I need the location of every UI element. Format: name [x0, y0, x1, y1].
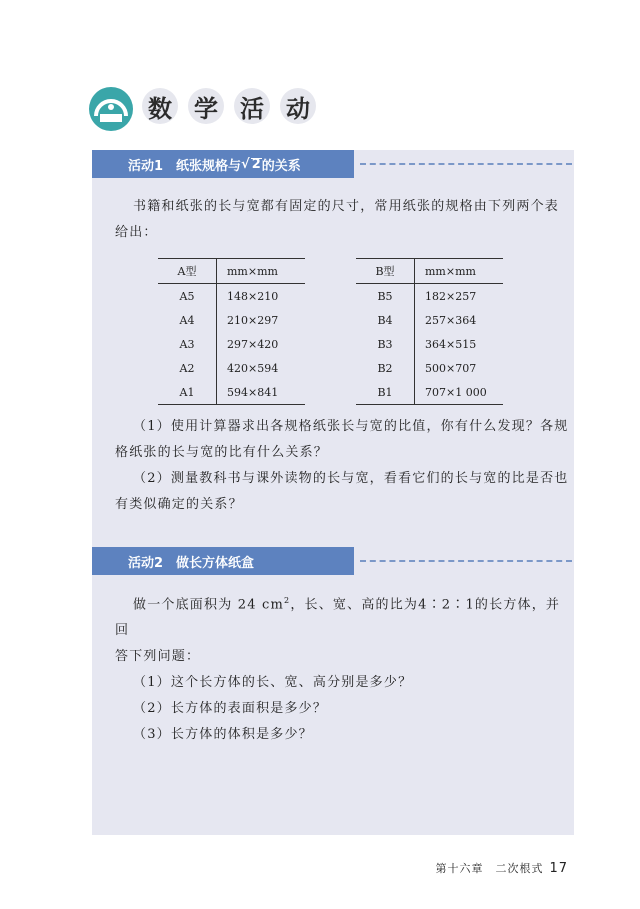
table-cell: 364×515: [425, 337, 477, 351]
table-header-cell: mm×mm: [415, 259, 504, 284]
table-cell: 500×707: [425, 361, 477, 375]
table-cell: 210×297: [227, 313, 279, 327]
text-line: （1）使用计算器求出各规格纸张长与宽的比值，你有什么发现？各规: [133, 419, 569, 434]
section-divider: [360, 560, 572, 562]
table-row: [356, 332, 503, 356]
table-cell: A2: [158, 356, 217, 380]
activity1-heading-bar: [92, 150, 354, 178]
table-header-cell: mm×mm: [217, 259, 306, 284]
table-b-sizes: [356, 258, 503, 405]
section-divider: [360, 163, 572, 165]
table-header-row: [356, 259, 503, 284]
table-cell: A3: [158, 332, 217, 356]
table-row: [356, 284, 503, 309]
table-header-cell: A型: [158, 259, 217, 284]
table-cell: B1: [356, 380, 415, 405]
activity1-heading-suffix: 的关系: [261, 158, 301, 174]
activity1-heading-prefix: 活动1 纸张规格与: [128, 158, 242, 174]
table-cell: 420×594: [227, 361, 279, 375]
text-line: 答下列问题：: [115, 649, 201, 665]
table-cell: 707×1 000: [415, 380, 504, 405]
superscript: 2: [284, 596, 291, 605]
table-header-row: [158, 259, 305, 284]
text-line: 有类似确定的关系？: [115, 497, 243, 512]
text-line: 书籍和纸张的长与宽都有固定的尺寸，常用纸张的规格由下列两个表: [133, 199, 560, 214]
sqrt-radical: √: [241, 156, 250, 172]
table-header-cell: B型: [356, 259, 415, 284]
table-cell: B2: [356, 356, 415, 380]
text-line: （3）长方体的体积是多少？: [133, 727, 313, 743]
table-row: [158, 356, 305, 380]
activity2-content: [115, 588, 571, 748]
activity1-intro: [115, 194, 565, 246]
table-cell: 182×257: [425, 289, 477, 303]
table-row: [356, 356, 503, 380]
text-line: （2）长方体的表面积是多少？: [133, 701, 328, 717]
intro-text: 做一个底面积为 24 cm: [133, 597, 285, 613]
activity2-heading: 活动2 做长方体纸盒: [128, 555, 255, 571]
activity1-questions: [115, 414, 571, 518]
table-cell: B3: [356, 332, 415, 356]
sqrt-radicand: 2: [251, 156, 261, 172]
table-cell: 594×841: [217, 380, 306, 405]
title-char: 学: [188, 88, 224, 124]
table-cell: B4: [356, 308, 415, 332]
page-number: 17: [549, 861, 568, 876]
math-activity-logo-icon: [88, 86, 134, 132]
title-char: 动: [280, 88, 316, 124]
table-row: [356, 308, 503, 332]
table-cell: 297×420: [227, 337, 279, 351]
page-title: [142, 88, 316, 124]
text-line: [115, 588, 571, 644]
table-cell: A1: [158, 380, 217, 405]
table-cell: A4: [158, 308, 217, 332]
activity2-heading-bar: [92, 547, 354, 575]
chapter-label: 第十六章 二次根式: [435, 862, 544, 875]
table-row: [158, 332, 305, 356]
intro-text: ，长、宽、高的比为4∶2∶1的长方体，并回: [115, 597, 561, 639]
table-a-sizes: [158, 258, 305, 405]
table-row: [158, 308, 305, 332]
table-row: [158, 380, 305, 405]
page-header: [88, 82, 588, 138]
table-cell: 257×364: [425, 313, 477, 327]
text-line: （2）测量教科书与课外读物的长与宽，看看它们的长与宽的比是否也: [133, 471, 569, 486]
page-footer: [435, 860, 568, 876]
table-cell: B5: [356, 284, 415, 309]
text-line: 格纸张的长与宽的比有什么关系？: [115, 445, 329, 460]
title-char: 活: [234, 88, 270, 124]
text-line: 给出：: [115, 225, 158, 240]
table-cell: 148×210: [227, 289, 279, 303]
table-row: [158, 284, 305, 309]
table-cell: A5: [158, 284, 217, 309]
title-char: 数: [142, 88, 178, 124]
text-line: （1）这个长方体的长、宽、高分别是多少？: [133, 675, 413, 691]
table-row: [356, 380, 503, 405]
